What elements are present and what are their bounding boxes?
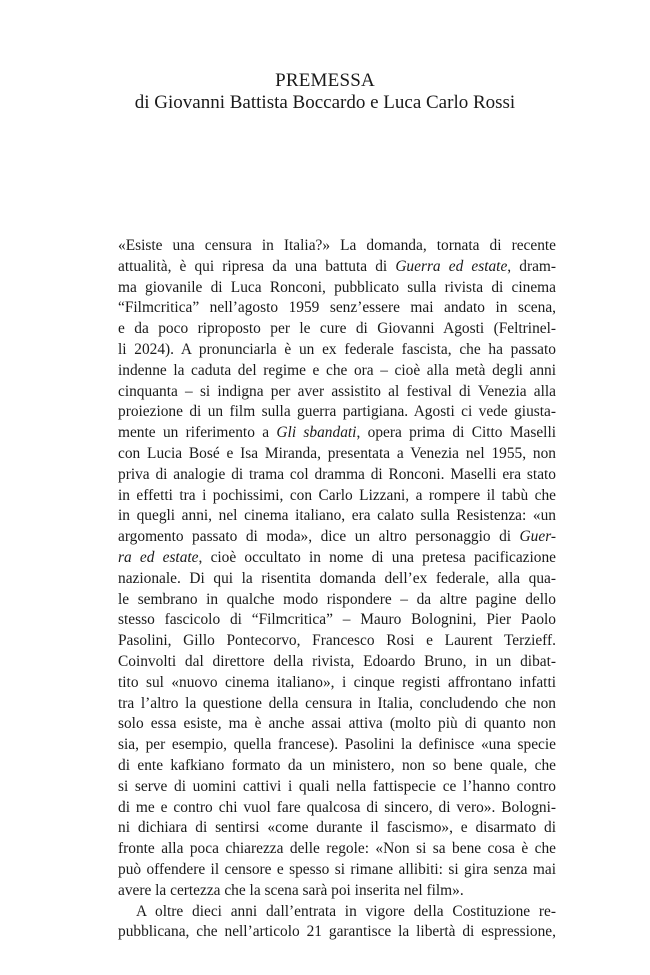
text-span: le sembrano in qualche modo rispondere – da altre pagine dello — [118, 590, 556, 608]
text-span: e da poco riproposto per le cure di Giovanni Agosti (Feltrinel- — [118, 320, 556, 338]
text-span: “Filmcritica” nell’agosto 1959 senz’essere mai andato in scena, — [118, 299, 556, 317]
text-line — [118, 340, 556, 361]
text-span: priva di analogie di trama col dramma di Ronconi. Maselli era stato — [118, 465, 556, 483]
text-span: solo essa esiste, ma è anche assai attiva (molto più di quanto non — [118, 715, 556, 733]
text-line — [118, 714, 556, 735]
text-span: cinquanta – si indigna per aver assistito al festival di Venezia alla — [118, 382, 556, 400]
text-line — [118, 361, 556, 382]
text-line — [118, 922, 556, 943]
text-line — [118, 506, 556, 527]
chapter-heading — [0, 70, 650, 114]
text-line — [118, 818, 556, 839]
text-span: , dram- — [507, 257, 557, 275]
text-span: nazionale. Di qui la risentita domanda dell’ex federale, alla qua- — [118, 569, 556, 587]
text-span: A oltre dieci anni dall’entrata in vigore della Costituzione re- — [136, 902, 556, 920]
chapter-title: PREMESSA — [275, 70, 375, 91]
italic-title: Guerra ed estate — [395, 257, 508, 275]
text-line — [118, 465, 556, 486]
text-span: si serve di uomini cattivi i quali nella fattispecie ce l’hanno contro — [118, 777, 556, 795]
text-span: «Esiste una censura in Italia?» La domanda, tornata di recente — [118, 237, 556, 254]
text-span: con Lucia Bosé e Isa Miranda, presentata a Venezia nel 1955, non — [118, 444, 556, 462]
text-line — [118, 278, 556, 299]
text-span: avere la certezza che la scena sarà poi inserita nel film». — [118, 881, 464, 899]
text-line — [118, 902, 556, 923]
text-span: , opera prima di Citto Maselli — [356, 424, 556, 442]
text-span: di me e contro chi vuol fare qualcosa di sincero, di vero». Bologni- — [118, 798, 556, 816]
text-span: ma giovanile di Luca Ronconi, pubblicato sulla rivista di cinema — [118, 278, 556, 296]
text-line — [118, 735, 556, 756]
text-span: in quegli anni, nel cinema italiano, era calato sulla Resistenza: «un — [118, 507, 556, 525]
text-span: li 2024). A pronunciarla è un ex federale fascista, che ha passato — [118, 340, 556, 358]
text-line — [118, 382, 556, 403]
text-line — [118, 548, 556, 569]
text-line — [118, 527, 556, 548]
text-span: stesso fascicolo di “Filmcritica” – Mauro Bolognini, Pier Paolo — [118, 611, 556, 629]
text-line — [118, 298, 556, 319]
text-line — [118, 652, 556, 673]
paragraph-1 — [118, 236, 556, 902]
text-span: Coinvolti dal direttore della rivista, Edoardo Bruno, in un dibat- — [118, 652, 556, 670]
text-line — [118, 236, 556, 257]
text-line — [118, 881, 556, 902]
text-line — [118, 798, 556, 819]
italic-title: Guer- — [519, 528, 556, 546]
body-text — [118, 236, 556, 943]
text-span: , cioè occultato in nome di una pretesa pacificazione — [198, 548, 556, 566]
text-span: tra l’altro la questione della censura in Italia, concludendo che non — [118, 694, 556, 712]
text-span: proiezione di un film sulla guerra partigiana. Agosti ci vede giusta- — [118, 403, 556, 421]
text-line — [118, 569, 556, 590]
text-line — [118, 631, 556, 652]
text-span: di ente kafkiano formato da un ministero, non so bene quale, che — [118, 756, 556, 774]
text-line — [118, 590, 556, 611]
text-span: può offendere il censore e spesso si rimane allibiti: si gira senza mai — [118, 860, 556, 878]
text-line — [118, 444, 556, 465]
text-span: mente un riferimento a — [118, 424, 277, 442]
text-span: indenne la caduta del regime e che ora – cioè alla metà degli anni — [118, 361, 556, 379]
text-line — [118, 402, 556, 423]
paragraph-2 — [118, 902, 556, 944]
text-span: tito sul «nuovo cinema italiano», i cinque registi affrontano infatti — [118, 673, 556, 691]
text-line — [118, 423, 556, 444]
text-span: sia, per esempio, quella francese). Pasolini la definisce «una specie — [118, 736, 556, 754]
text-span: argomento passato di moda», dice un altro personaggio di — [118, 528, 520, 546]
text-span: ni dichiara di sentirsi «come durante il fascismo», e disarmato di — [118, 819, 556, 837]
text-line — [118, 694, 556, 715]
italic-title: Gli sbandati — [276, 424, 357, 442]
text-line — [118, 860, 556, 881]
text-line — [118, 486, 556, 507]
italic-title: ra ed estate — [118, 548, 199, 566]
text-span: Pasolini, Gillo Pontecorvo, Francesco Rosi e Laurent Terzieff. — [118, 632, 556, 650]
text-line — [118, 319, 556, 340]
text-line — [118, 610, 556, 631]
text-span: in effetti tra i pochissimi, con Carlo Lizzani, a rompere il tabù che — [118, 486, 556, 504]
text-line — [118, 257, 556, 278]
text-line — [118, 839, 556, 860]
text-line — [118, 673, 556, 694]
text-span: attualità, è qui ripresa da una battuta di — [118, 257, 396, 275]
text-line — [118, 756, 556, 777]
chapter-authors: di Giovanni Battista Boccardo e Luca Carlo Rossi — [134, 92, 516, 113]
text-span: pubblicana, che nell’articolo 21 garantisce la libertà di espressione, — [118, 923, 556, 941]
text-line — [118, 777, 556, 798]
text-span: fronte alla poca chiarezza delle regole: «Non si sa bene cosa è che — [118, 840, 556, 858]
